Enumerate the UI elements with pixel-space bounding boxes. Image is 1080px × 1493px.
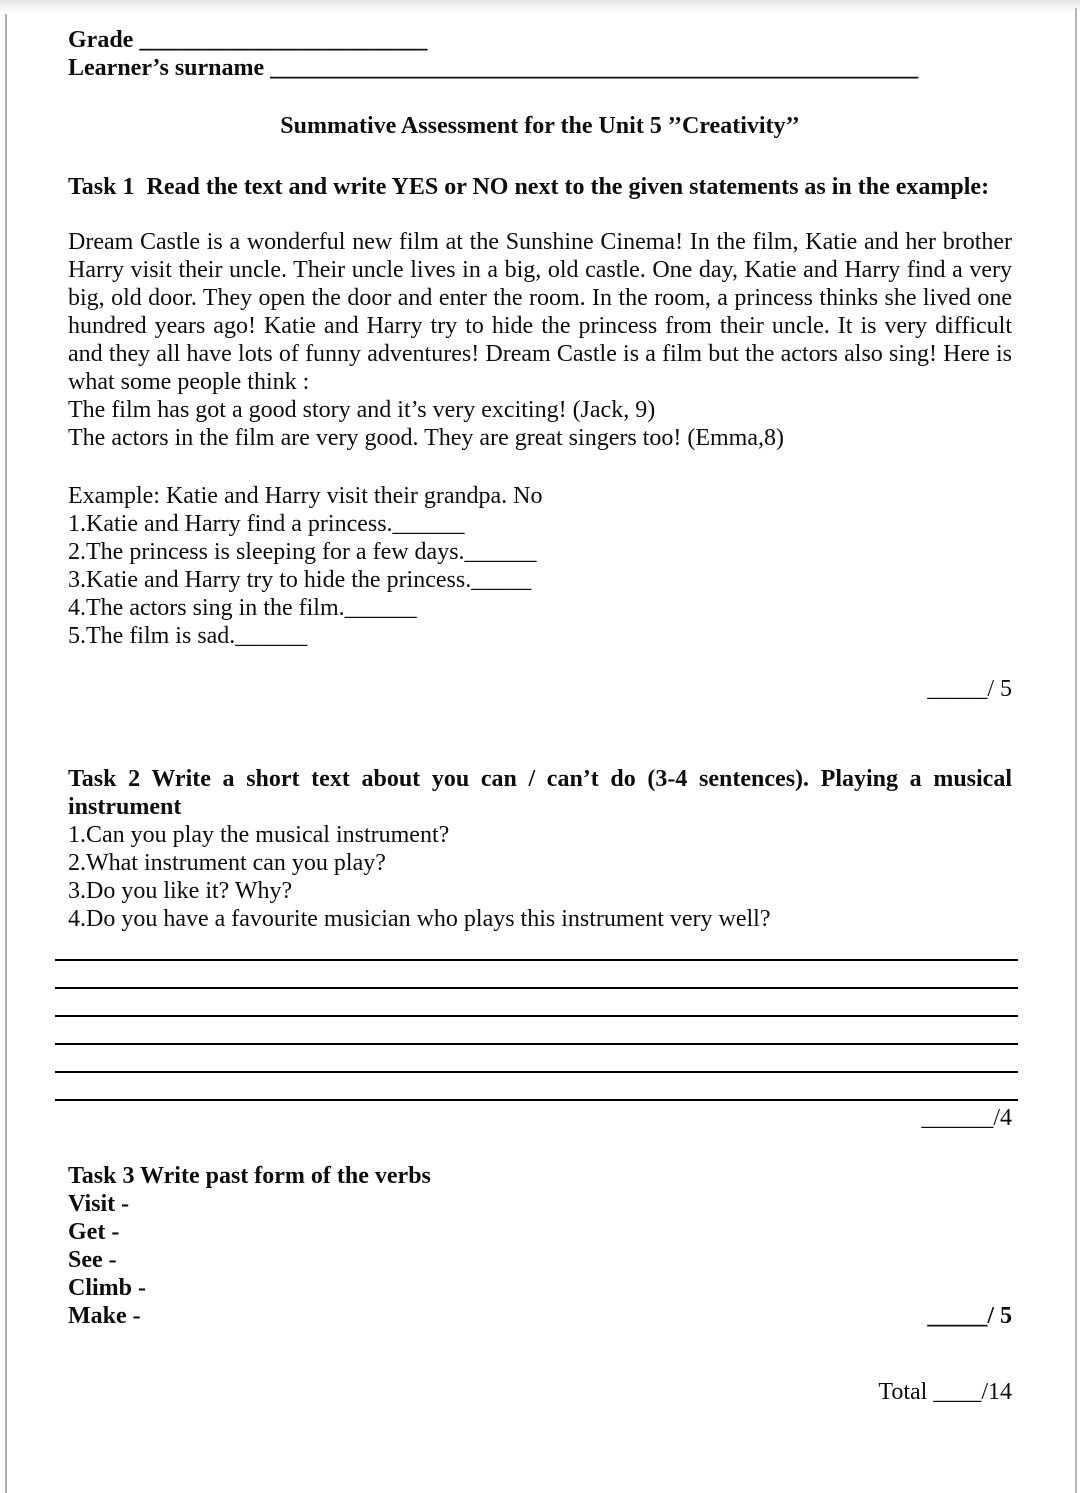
statement-line: 5.The film is sad.______ [68,623,308,649]
writing-line [55,961,1018,989]
total-score: ____/14 [933,1379,1012,1405]
question-line: 2.What instrument can you play? [68,850,386,876]
surname-line [68,54,1012,82]
task2-heading: Task 2 Write a short text about you can / can’t do (3-4 sentences). Playing a musical instrument [68,766,1012,820]
verb-line: Get - [68,1219,120,1245]
task1-heading: Task 1 Read the text and write YES or NO next to the given statements as in the example: [68,174,990,200]
statement-line: 4.The actors sing in the film.______ [68,595,417,621]
question-line: 4.Do you have a favourite musician who plays this instrument very well? [68,906,771,932]
task1-passage: Dream Castle is a wonderful new film at the Sunshine Cinema! In the film, Katie and her brother Harry visit their uncle. Their uncle lives in a big, old castle. One day, Katie and Harry find a very big, old door. They open the door and enter the room. In the room, a princess thinks she lived one hundred years ago! Katie and Harry try to hide the princess from their uncle. It is very difficult and they all have lots of funny adventures! Dream Castle is a film but the actors also sing! Here is what some people think : [68,229,1012,395]
verb-label: Make - [68,1303,141,1329]
task2-score: ______/4 [921,1105,1012,1131]
total-label: Total [878,1379,934,1405]
question-line: 3.Do you like it? Why? [68,878,293,904]
writing-line [55,989,1018,1017]
quote-line: The actors in the film are very good. They are great singers too! (Emma,8) [68,425,784,451]
task1-score: _____/ 5 [927,676,1012,702]
total-line [68,1378,1012,1406]
verb-line: Visit - [68,1191,130,1217]
example-line: Example: Katie and Harry visit their grandpa. No [68,483,543,509]
quote-line: The film has got a good story and it’s very exciting! (Jack, 9) [68,397,656,423]
writing-line [55,1073,1018,1101]
surname-label: Learner’s surname [68,55,271,81]
grade-line [68,26,1012,54]
writing-line [55,1045,1018,1073]
verb-line: See - [68,1247,117,1273]
writing-line [55,933,1018,961]
task3-score: _____/ 5 [927,1303,1012,1329]
surname-blank: ______________________________________________________ [270,55,919,81]
question-line: 1.Can you play the musical instrument? [68,822,450,848]
task3-heading: Task 3 Write past form of the verbs [68,1163,431,1189]
writing-line [55,1017,1018,1045]
verb-make-line [68,1302,1012,1330]
grade-label: Grade [68,27,140,53]
statement-line: 3.Katie and Harry try to hide the princess._____ [68,567,532,593]
verb-line: Climb - [68,1275,146,1301]
page-title: Summative Assessment for the Unit 5 ’’Creativity’’ [280,113,800,139]
task1-example-block [68,482,1012,650]
writing-lines [55,933,1018,1101]
statement-line: 1.Katie and Harry find a princess.______ [68,511,465,537]
statement-line: 2.The princess is sleeping for a few days.______ [68,539,537,565]
grade-blank: ________________________ [139,27,428,53]
